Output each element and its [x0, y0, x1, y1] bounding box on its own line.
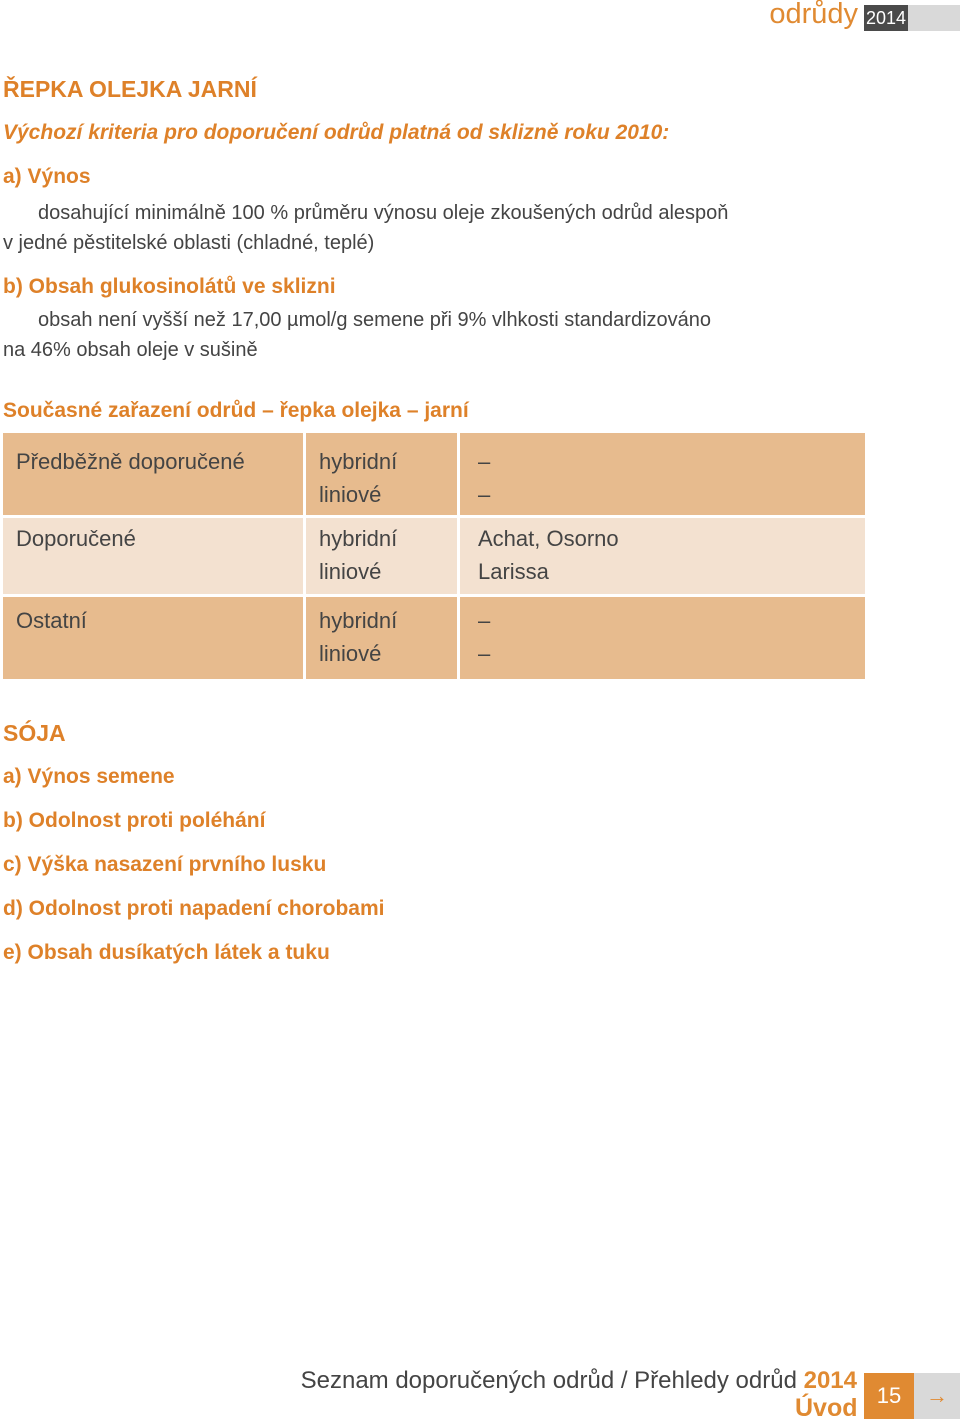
category-cell: Předběžně doporučené	[16, 449, 245, 474]
soy-criterion-e: e) Obsah dusíkatých látek a tuku	[3, 941, 330, 964]
table-row	[3, 515, 865, 594]
varieties-cell: – –	[457, 597, 862, 679]
type-cell: hybridní liniové	[303, 433, 457, 515]
footer-year: 2014	[803, 1367, 857, 1394]
footer-breadcrumb-text: Seznam doporučených odrůd / Přehledy odrůd	[300, 1367, 797, 1394]
category-cell: Doporučené	[16, 526, 136, 551]
header-section-title: odrůdy	[769, 0, 858, 30]
criteria-title: Výchozí kriteria pro doporučení odrůd platná od sklizně roku 2010:	[3, 121, 670, 144]
criterion-a-text-2: v jedné pěstitelské oblasti (chladné, teplé)	[3, 232, 375, 254]
criterion-a-label: a) Výnos	[3, 165, 91, 188]
header-year-badge: 2014	[864, 5, 908, 31]
criterion-b-text-2: na 46% obsah oleje v sušině	[3, 339, 258, 361]
criterion-a-text-1: dosahující minimálně 100 % průměru výnosu oleje zkoušených odrůd alespoň	[38, 202, 729, 224]
next-page-arrow-icon[interactable]: →	[914, 1373, 960, 1419]
rapeseed-title: ŘEPKA OLEJKA JARNÍ	[3, 76, 257, 102]
varieties-table	[3, 433, 865, 679]
table-row	[3, 594, 865, 679]
soy-criterion-d: d) Odolnost proti napadení chorobami	[3, 897, 385, 920]
soy-criterion-a: a) Výnos semene	[3, 765, 175, 788]
type-cell: hybridní liniové	[303, 518, 457, 594]
soy-title: SÓJA	[3, 720, 66, 746]
type-cell: hybridní liniové	[303, 597, 457, 679]
soy-criterion-c: c) Výška nasazení prvního lusku	[3, 853, 327, 876]
footer-breadcrumb	[301, 1367, 857, 1395]
category-cell: Ostatní	[16, 608, 87, 633]
footer-home-link[interactable]: Úvod	[795, 1394, 858, 1422]
varieties-cell: Achat, Osorno Larissa	[457, 518, 862, 594]
criterion-b-label: b) Obsah glukosinolátů ve sklizni	[3, 275, 336, 298]
soy-criterion-b: b) Odolnost proti poléhání	[3, 809, 266, 832]
table-row	[3, 433, 865, 515]
page-number: 15	[864, 1373, 914, 1419]
varieties-cell: – –	[457, 433, 862, 515]
current-classification-title: Současné zařazení odrůd – řepka olejka – jarní	[3, 399, 469, 422]
criterion-b-text-1: obsah není vyšší než 17,00 µmol/g semene při 9% vlhkosti standardizováno	[38, 309, 712, 331]
header-decor-bar	[908, 5, 960, 31]
